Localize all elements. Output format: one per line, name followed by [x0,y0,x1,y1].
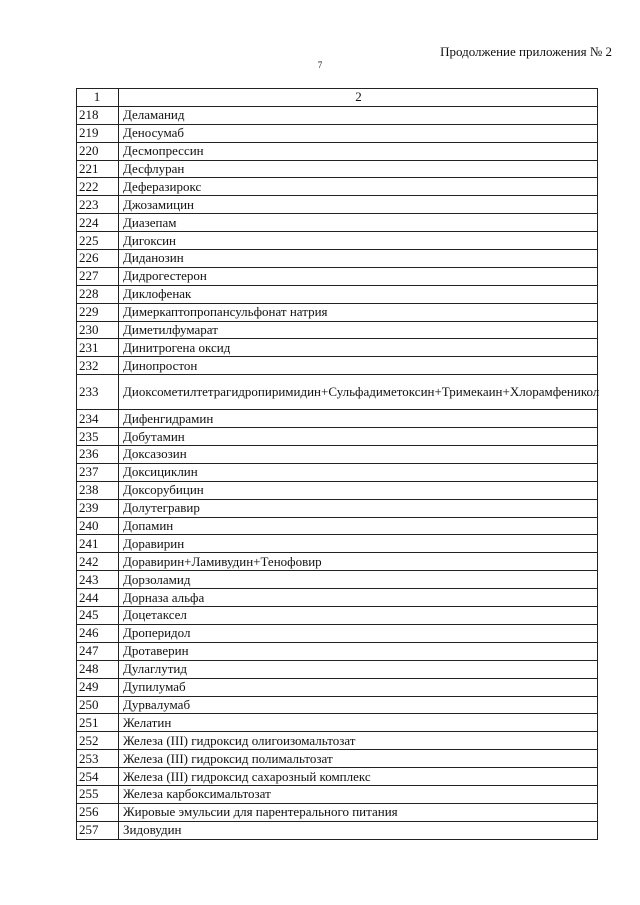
drug-name: Дифенгидрамин [119,410,598,428]
appendix-continuation-title: Продолжение приложения № 2 [440,44,612,59]
row-number: 250 [77,696,119,714]
drug-name: Доравирин+Ламивудин+Тенофовир [119,553,598,571]
row-number: 227 [77,267,119,285]
drug-name: Железа карбоксимальтозат [119,785,598,803]
table-header-row [77,89,598,107]
drug-name: Деносумаб [119,124,598,142]
drug-name: Желатин [119,714,598,732]
row-number: 225 [77,232,119,250]
table-row [77,607,598,625]
table-row [77,678,598,696]
drug-name: Дротаверин [119,642,598,660]
row-number: 247 [77,642,119,660]
table-row [77,232,598,250]
drug-name: Допамин [119,517,598,535]
row-number: 242 [77,553,119,571]
drug-name: Железа (III) гидроксид сахарозный комплекс [119,768,598,786]
table-row [77,517,598,535]
drug-name: Диоксометилтетрагидропиримидин+Сульфадиметоксин+Тримекаин+Хлорамфеникол [119,375,598,410]
row-number: 241 [77,535,119,553]
row-number: 220 [77,142,119,160]
table-row [77,785,598,803]
table-row [77,357,598,375]
row-number: 240 [77,517,119,535]
table-row [77,178,598,196]
drug-name: Динитрогена оксид [119,339,598,357]
row-number: 231 [77,339,119,357]
row-number: 234 [77,410,119,428]
row-number: 222 [77,178,119,196]
page-number: 7 [317,60,323,70]
drug-name: Зидовудин [119,821,598,839]
table-row [77,410,598,428]
row-number: 223 [77,196,119,214]
table-row [77,267,598,285]
table-row [77,714,598,732]
drug-name: Диклофенак [119,285,598,303]
table-row [77,428,598,446]
drug-name: Диазепам [119,214,598,232]
table-row [77,339,598,357]
row-number: 229 [77,303,119,321]
drug-name: Доксициклин [119,463,598,481]
table-row [77,803,598,821]
drug-name: Доксазозин [119,446,598,464]
row-number: 237 [77,463,119,481]
drug-name: Динопростон [119,357,598,375]
drug-name: Диметилфумарат [119,321,598,339]
table-row [77,732,598,750]
drug-name: Диданозин [119,250,598,268]
table-row [77,196,598,214]
row-number: 228 [77,285,119,303]
row-number: 245 [77,607,119,625]
drug-name: Дигоксин [119,232,598,250]
row-number: 236 [77,446,119,464]
row-number: 221 [77,160,119,178]
drug-name: Десмопрессин [119,142,598,160]
drug-name: Долутегравир [119,499,598,517]
row-number: 249 [77,678,119,696]
drug-name: Доксорубицин [119,481,598,499]
row-number: 253 [77,750,119,768]
table-row [77,446,598,464]
table-row [77,642,598,660]
table-row [77,750,598,768]
row-number: 235 [77,428,119,446]
row-number: 232 [77,357,119,375]
table-row [77,481,598,499]
row-number: 226 [77,250,119,268]
row-number: 218 [77,106,119,124]
table-row [77,553,598,571]
row-number: 224 [77,214,119,232]
drug-name: Десфлуран [119,160,598,178]
column-header-number: 1 [77,89,119,107]
drug-name: Димеркаптопропансульфонат натрия [119,303,598,321]
drug-name: Доравирин [119,535,598,553]
table-row [77,696,598,714]
drug-list-table [76,88,598,840]
table-row [77,142,598,160]
drug-name: Добутамин [119,428,598,446]
table-row [77,535,598,553]
table-row [77,214,598,232]
table-row [77,303,598,321]
row-number: 257 [77,821,119,839]
table-row [77,124,598,142]
drug-name: Дроперидол [119,624,598,642]
table-row [77,499,598,517]
row-number: 246 [77,624,119,642]
drug-name: Деферазирокс [119,178,598,196]
row-number: 254 [77,768,119,786]
drug-name: Дулаглутид [119,660,598,678]
drug-name: Дупилумаб [119,678,598,696]
row-number: 256 [77,803,119,821]
drug-name: Железа (III) гидроксид олигоизомальтозат [119,732,598,750]
table-row [77,285,598,303]
drug-name: Доцетаксел [119,607,598,625]
drug-name: Джозамицин [119,196,598,214]
row-number: 255 [77,785,119,803]
row-number: 251 [77,714,119,732]
table-row [77,821,598,839]
column-header-name: 2 [119,89,598,107]
row-number: 252 [77,732,119,750]
drug-name: Дорзоламид [119,571,598,589]
table-row [77,589,598,607]
drug-name: Дурвалумаб [119,696,598,714]
table-row [77,571,598,589]
row-number: 233 [77,375,119,410]
table-row [77,375,598,410]
table-row [77,660,598,678]
drug-name: Дорназа альфа [119,589,598,607]
table-row [77,463,598,481]
row-number: 243 [77,571,119,589]
row-number: 230 [77,321,119,339]
drug-name: Дидрогестерон [119,267,598,285]
row-number: 219 [77,124,119,142]
drug-name: Деламанид [119,106,598,124]
table-row [77,768,598,786]
drug-name: Железа (III) гидроксид полимальтозат [119,750,598,768]
row-number: 244 [77,589,119,607]
table-row [77,160,598,178]
table-row [77,321,598,339]
drug-name: Жировые эмульсии для парентерального питания [119,803,598,821]
row-number: 248 [77,660,119,678]
table-row [77,624,598,642]
table-row [77,106,598,124]
row-number: 238 [77,481,119,499]
row-number: 239 [77,499,119,517]
table-row [77,250,598,268]
